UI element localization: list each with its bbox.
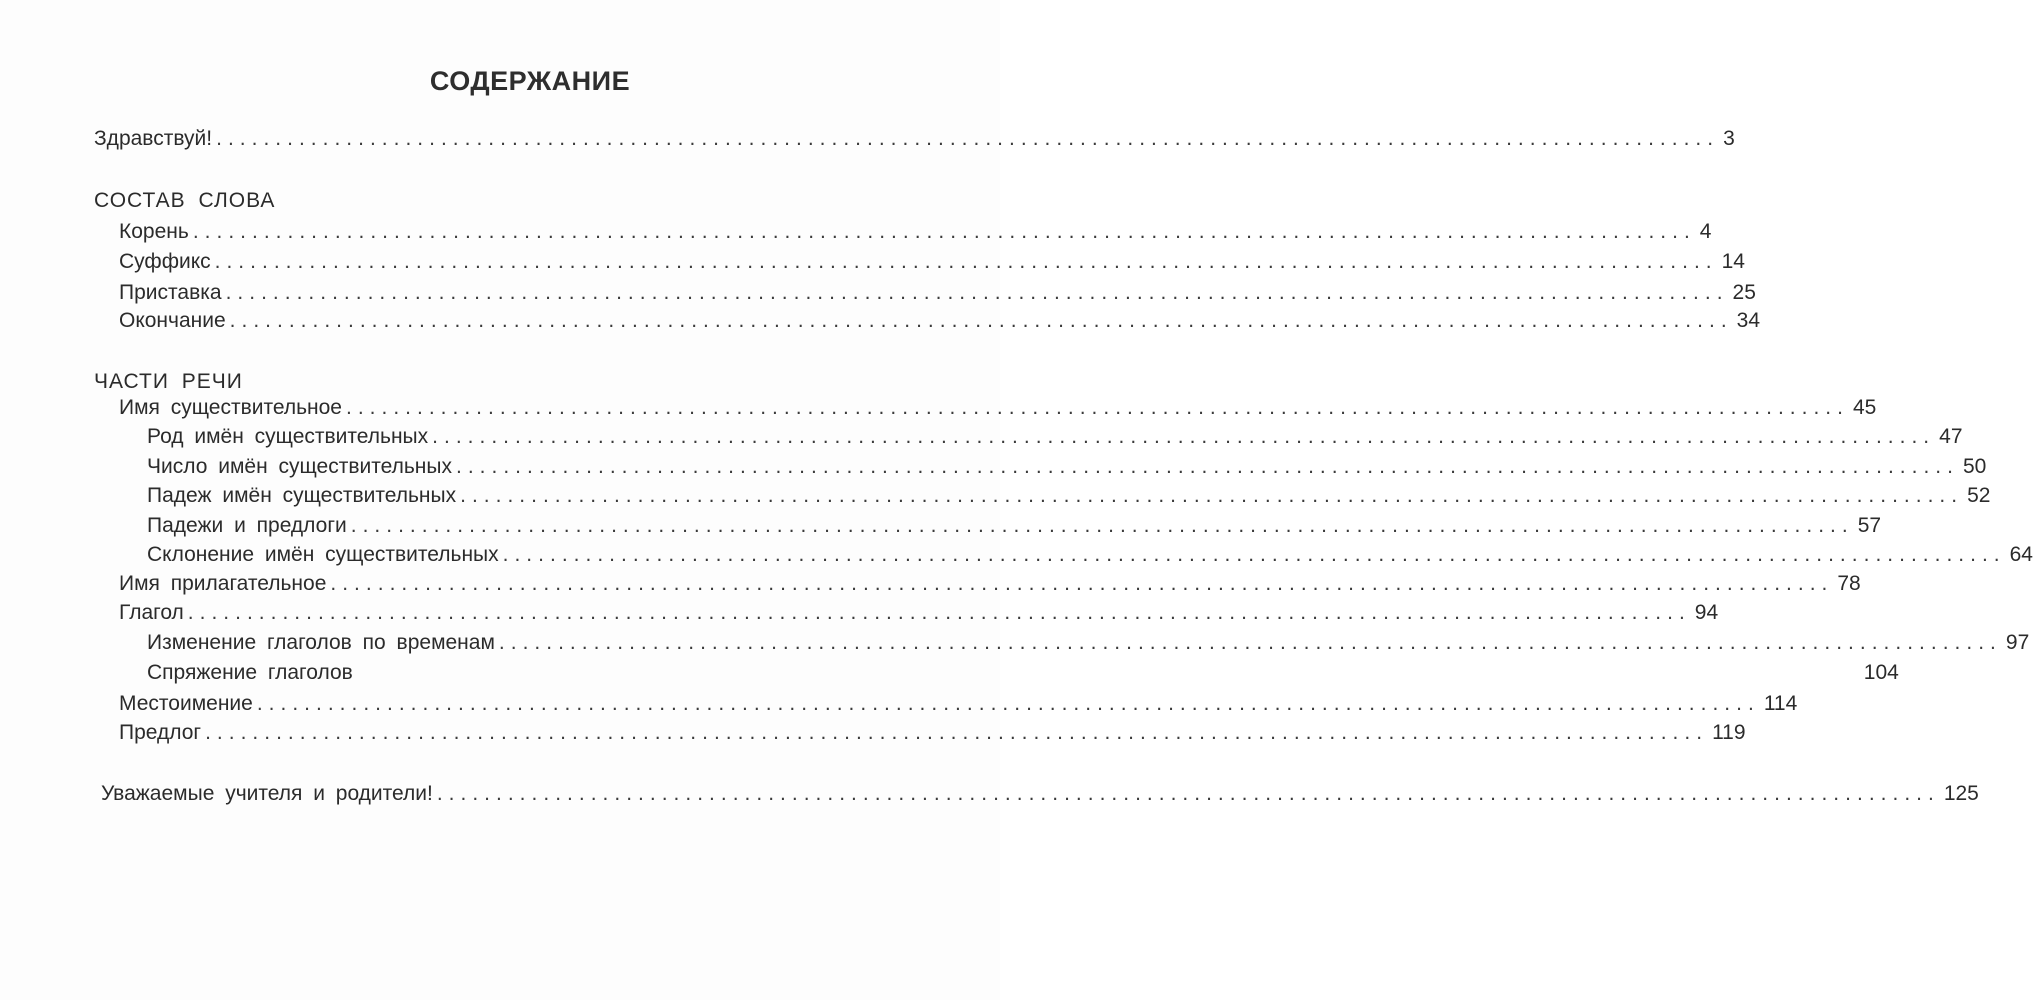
toc-entry-intro[interactable] [94, 126, 1735, 152]
toc-page-number: 64 [2009, 543, 2033, 566]
toc-entry-label: Число имён существительных [147, 455, 452, 478]
toc-entry-label: Местоимение [119, 692, 253, 715]
toc-entry-label: Имя существительное [119, 396, 342, 419]
toc-page-number: 125 [1943, 782, 1979, 805]
toc-entry-label: Глагол [119, 601, 184, 624]
toc-entry[interactable] [147, 542, 2033, 568]
toc-entry[interactable] [147, 454, 1987, 480]
toc-entry-label: Имя прилагательное [119, 572, 327, 595]
toc-entry-label: Суффикс [119, 250, 211, 273]
toc-page-number: 97 [2005, 631, 2030, 654]
toc-entry[interactable] [147, 630, 2030, 656]
toc-page-number: 45 [1852, 396, 1877, 419]
toc-entry[interactable] [119, 395, 1877, 421]
dot-leader: ............................................................................................................................... [498, 631, 2002, 654]
dot-leader: ............................................................................................................................... [187, 601, 1691, 624]
toc-entry[interactable] [119, 249, 1745, 275]
dot-leader: ............................................................................................................................... [436, 782, 1940, 805]
dot-leader: ............................................................................................................................... [432, 425, 1936, 448]
toc-entry[interactable] [147, 660, 1899, 686]
dot-leader: ............................................................................................................................... [229, 309, 1733, 332]
toc-entry-label: Уважаемые учителя и родители! [101, 782, 433, 805]
toc-page-number: 78 [1837, 572, 1861, 595]
toc-entry-label: Падежи и предлоги [147, 514, 347, 537]
toc-page-number: 47 [1939, 425, 1963, 448]
section-heading: ЧАСТИ РЕЧИ [94, 370, 243, 393]
toc-page-number: 4 [1699, 220, 1712, 243]
toc-page-number: 119 [1712, 721, 1746, 744]
toc-entry[interactable] [119, 571, 1861, 597]
dot-leader: ............................................................................................................................... [256, 692, 1760, 715]
toc-entry-label: Склонение имён существительных [147, 543, 499, 566]
toc-entry-label: Приставка [119, 281, 222, 304]
toc-page-number: 3 [1723, 127, 1735, 150]
toc-entry[interactable] [119, 600, 1719, 626]
dot-leader: ............................................................................................................................... [345, 396, 1849, 419]
toc-entry[interactable] [119, 280, 1756, 306]
toc-entry[interactable] [119, 308, 1761, 334]
toc-entry[interactable] [147, 483, 1991, 509]
toc-entry[interactable] [147, 513, 1882, 539]
dot-leader: ............................................................................................................................... [216, 127, 1720, 150]
toc-entry-label: Падеж имён существительных [147, 484, 457, 507]
toc-page-number: 94 [1694, 601, 1719, 624]
toc-page-number: 34 [1736, 309, 1761, 332]
toc-entry-label: Корень [119, 220, 189, 243]
toc-entry-label: Изменение глаголов по временам [147, 631, 495, 654]
toc-entry-label: Здравствуй! [94, 127, 213, 150]
toc-entry-label: Спряжение глаголов [147, 661, 353, 684]
section-heading: СОСТАВ СЛОВА [94, 189, 276, 212]
dot-leader: ............................................................................................................................... [205, 721, 1709, 744]
dot-leader: ............................................................................................................................... [192, 220, 1696, 243]
toc-page-number: 104 [1863, 661, 1899, 684]
dot-leader: ............................................................................................................................... [455, 455, 1959, 478]
dot-leader: ............................................................................................................................... [225, 281, 1729, 304]
toc-entry-label: Предлог [119, 721, 202, 744]
toc-entry[interactable] [147, 424, 1963, 450]
toc-entry-label: Окончание [119, 309, 226, 332]
dot-leader: ............................................................................................................................... [350, 514, 1854, 537]
dot-leader: ............................................................................................................................... [502, 543, 2006, 566]
toc-page-number: 14 [1721, 250, 1745, 273]
toc-page-number: 114 [1763, 692, 1798, 715]
dot-leader: ............................................................................................................................... [330, 572, 1834, 595]
dot-leader: ............................................................................................................................... [460, 484, 1964, 507]
toc-entry-outro[interactable] [101, 781, 1979, 807]
toc-entry-label: Род имён существительных [147, 425, 429, 448]
toc-page-number: 50 [1962, 455, 1987, 478]
toc-page-number: 25 [1732, 281, 1756, 304]
toc-entry[interactable] [119, 691, 1798, 717]
toc-page-number: 57 [1857, 514, 1882, 537]
dot-leader: ............................................................................................................................... [214, 250, 1718, 273]
toc-entry[interactable] [119, 219, 1712, 245]
page-title: СОДЕРЖАНИЕ [429, 66, 631, 96]
toc-page-number: 52 [1967, 484, 1991, 507]
toc-entry[interactable] [119, 720, 1746, 746]
